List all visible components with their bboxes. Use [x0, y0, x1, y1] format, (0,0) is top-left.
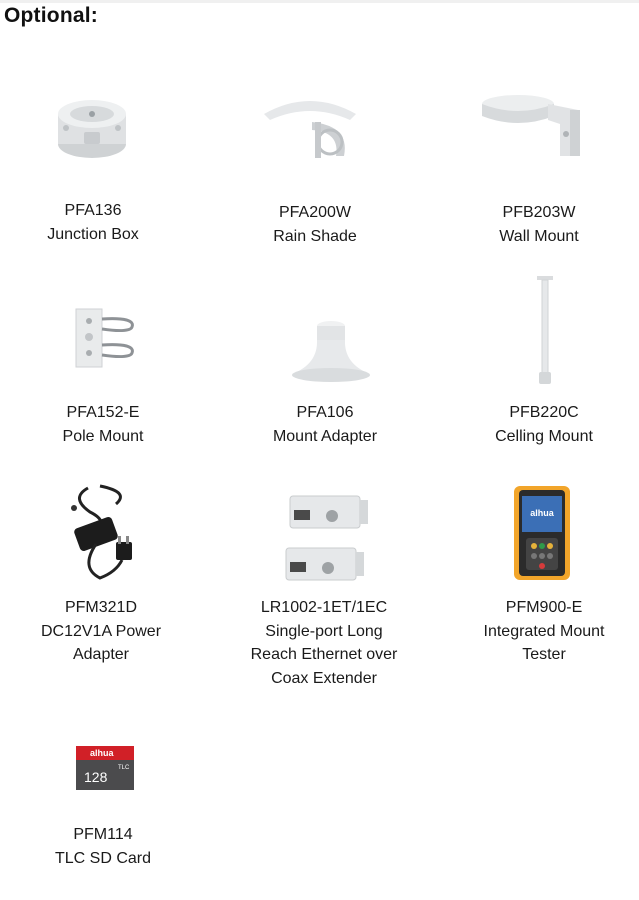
- mount-tester-image: [512, 484, 572, 582]
- item-description: Single-port Long: [265, 622, 383, 640]
- item-model: PFA152-E: [66, 404, 140, 421]
- item-model: PFM900-E: [505, 599, 583, 616]
- power-adapter-image: [60, 478, 146, 588]
- sd-type-text: TLC: [118, 765, 130, 771]
- sd-brand-text: alhua: [90, 748, 114, 758]
- rain-shade-image: [260, 92, 360, 164]
- item-model: PFA136: [64, 202, 122, 219]
- item-description: Junction Box: [47, 225, 139, 243]
- item-description: Rain Shade: [273, 227, 357, 245]
- mount-adapter-image: [288, 318, 374, 386]
- item-model: LR1002-1ET/1EC: [260, 599, 388, 616]
- sd-card-image: [74, 744, 136, 792]
- section-title: Optional:: [4, 4, 98, 27]
- item-caption-pfa152-e: [0, 401, 213, 448]
- item-caption-lr1002: [214, 596, 434, 690]
- item-caption-pfa200w: [205, 201, 425, 248]
- item-model: PFB220C: [509, 404, 579, 421]
- item-description-cont: Adapter: [72, 646, 130, 663]
- item-caption-pfb220c: [434, 401, 639, 448]
- item-model: PFA106: [296, 404, 354, 421]
- sd-capacity-text: 128: [84, 769, 108, 785]
- item-caption-pfa136: [0, 199, 203, 246]
- item-caption-pfm321d: [0, 596, 211, 667]
- item-description-cont: Tester: [522, 646, 566, 663]
- item-model: PFM114: [73, 826, 133, 843]
- item-description: Pole Mount: [62, 427, 144, 445]
- item-description: Celling Mount: [495, 427, 593, 445]
- coax-extender-image: [282, 488, 374, 586]
- item-model: PFM321D: [64, 599, 138, 616]
- top-border: [0, 0, 639, 3]
- item-description: TLC SD Card: [54, 849, 152, 867]
- ceiling-mount-image: [534, 274, 556, 388]
- junction-box-image: [52, 86, 132, 166]
- item-description-cont: Reach Ethernet over: [250, 646, 398, 663]
- item-model: PFA200W: [278, 204, 352, 221]
- pole-mount-image: [70, 305, 140, 371]
- item-caption-pfa106: [215, 401, 435, 448]
- item-description: DC12V1A Power: [40, 622, 162, 640]
- item-caption-pfb203w: [429, 201, 639, 248]
- item-description: Wall Mount: [499, 227, 579, 245]
- item-model: PFB203W: [502, 204, 576, 221]
- item-description-cont: Coax Extender: [271, 669, 377, 687]
- tester-brand-text: alhua: [530, 508, 554, 518]
- item-description: Integrated Mount: [483, 622, 605, 640]
- item-caption-pfm900-e: [434, 596, 639, 667]
- item-caption-pfm114: [0, 823, 213, 870]
- wall-mount-image: [478, 90, 588, 162]
- item-description: Mount Adapter: [272, 427, 378, 445]
